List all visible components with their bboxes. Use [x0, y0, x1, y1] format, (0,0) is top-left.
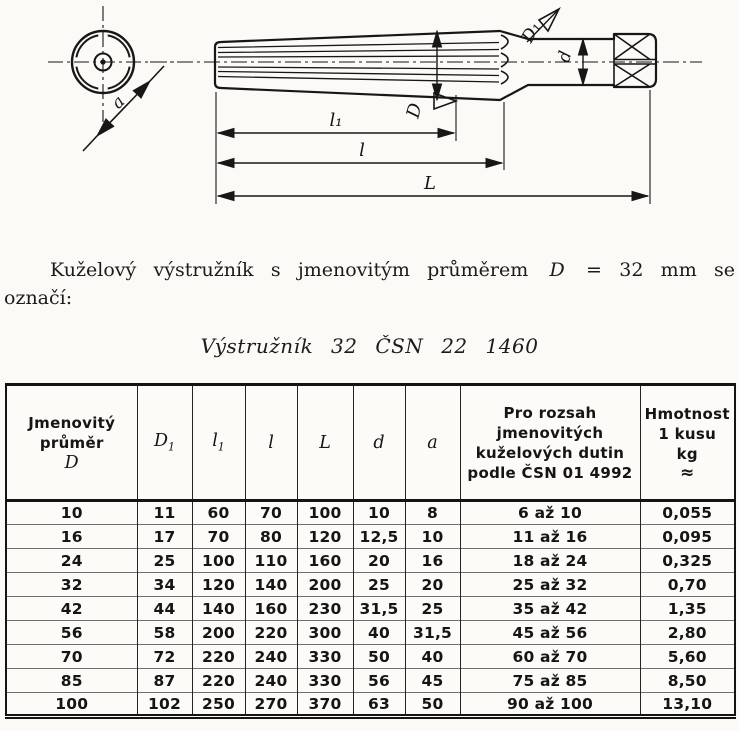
table-cell: 70 — [6, 645, 137, 669]
table-body — [6, 501, 735, 717]
table-cell: 330 — [297, 669, 353, 693]
table-cell: 11 až 16 — [460, 525, 640, 549]
col-header-a: a — [405, 385, 460, 501]
table-cell: 90 až 100 — [460, 693, 640, 717]
table-cell: 220 — [192, 669, 245, 693]
header-line: průměr — [39, 433, 104, 452]
table-cell: 75 až 85 — [460, 669, 640, 693]
table-cell: 2,80 — [640, 621, 735, 645]
col-header-l: l — [245, 385, 297, 501]
label-D1: D₁ — [517, 18, 546, 47]
table-cell: 40 — [405, 645, 460, 669]
table-cell: 70 — [192, 525, 245, 549]
table-cell: 42 — [6, 597, 137, 621]
table-cell: 140 — [245, 573, 297, 597]
header-line: kg — [676, 444, 698, 463]
table-row — [6, 573, 735, 597]
label-D: D — [402, 100, 427, 121]
table-cell: 34 — [137, 573, 192, 597]
table-cell: 25 — [405, 597, 460, 621]
table-cell: 20 — [405, 573, 460, 597]
col-header-L: L — [297, 385, 353, 501]
table-cell: 63 — [353, 693, 405, 717]
table-cell: 102 — [137, 693, 192, 717]
table-cell: 60 až 70 — [460, 645, 640, 669]
paragraph — [4, 256, 735, 340]
table-cell: 16 — [405, 549, 460, 573]
table-cell: 220 — [245, 621, 297, 645]
designation-line: Výstružník 32 ČSN 22 1460 — [200, 334, 539, 358]
table-cell: 50 — [353, 645, 405, 669]
table-cell: 0,325 — [640, 549, 735, 573]
header-line: Jmenovitý — [28, 413, 116, 432]
table-cell: 230 — [297, 597, 353, 621]
table-cell: 25 — [137, 549, 192, 573]
header-line: Hmotnost — [644, 404, 730, 423]
variable-D: D — [549, 259, 565, 281]
table-cell: 85 — [6, 669, 137, 693]
dimension-D1 — [517, 9, 559, 47]
table-cell: 330 — [297, 645, 353, 669]
col-header-D1: $D_1$ — [137, 385, 192, 501]
table-cell: 10 — [353, 501, 405, 525]
table-cell: 10 — [405, 525, 460, 549]
table-cell: 1,35 — [640, 597, 735, 621]
table-cell: 35 až 42 — [460, 597, 640, 621]
table-cell: 56 — [353, 669, 405, 693]
col-header-nominal-diameter — [6, 385, 137, 501]
table-cell: 0,70 — [640, 573, 735, 597]
table-row — [6, 693, 735, 717]
table-cell: 44 — [137, 597, 192, 621]
table-cell: 100 — [192, 549, 245, 573]
table-cell: 12,5 — [353, 525, 405, 549]
table-cell: 10 — [60, 504, 83, 522]
table-cell: 160 — [245, 597, 297, 621]
table-cell: 72 — [137, 645, 192, 669]
label-d: d — [554, 48, 577, 65]
table-row — [6, 501, 735, 525]
col-header-l1: $l_1$ — [192, 385, 245, 501]
table-cell: 240 — [245, 645, 297, 669]
table-cell: 160 — [297, 549, 353, 573]
table-cell: 45 — [405, 669, 460, 693]
table-cell: 8 — [405, 501, 460, 525]
table-cell: 16 — [6, 525, 137, 549]
dimension-l — [218, 140, 502, 163]
table-cell: 200 — [192, 621, 245, 645]
table-cell: 120 — [192, 573, 245, 597]
table-cell: 11 — [137, 501, 192, 525]
table-cell: 8,50 — [640, 669, 735, 693]
header-line: jmenovitých — [496, 423, 604, 442]
table-cell: 13,10 — [640, 693, 735, 717]
table-cell: 24 — [6, 549, 137, 573]
square-end — [614, 34, 656, 87]
table-cell: 0,055 — [640, 501, 735, 525]
col-header-d: d — [353, 385, 405, 501]
dimension-L — [218, 173, 648, 196]
table-cell: 58 — [137, 621, 192, 645]
table-cell: 200 — [297, 573, 353, 597]
table-cell: 32 — [6, 573, 137, 597]
header-line: 1 kusu — [658, 424, 717, 443]
table-row — [6, 597, 735, 621]
table-cell: 220 — [192, 645, 245, 669]
table-cell: 20 — [353, 549, 405, 573]
table-cell: 25 — [353, 573, 405, 597]
table-cell: 140 — [192, 597, 245, 621]
table-cell: 18 až 24 — [460, 549, 640, 573]
table-cell: 87 — [137, 669, 192, 693]
table-cell: 300 — [297, 621, 353, 645]
label-l: l — [359, 140, 365, 161]
table-cell: 25 až 32 — [460, 573, 640, 597]
table-cell: 100 — [6, 693, 137, 717]
header-line: kuželových dutin — [475, 443, 625, 462]
table-cell: 100 — [297, 501, 353, 525]
label-a: a — [107, 91, 130, 114]
label-l1: l₁ — [329, 110, 343, 131]
table-cell: 120 — [297, 525, 353, 549]
table-cell: 70 — [245, 501, 297, 525]
table-header-row — [6, 385, 735, 501]
col-header-mass — [640, 385, 735, 501]
side-view — [150, 9, 702, 204]
table-cell: 250 — [192, 693, 245, 717]
approx-symbol: ≈ — [679, 462, 695, 483]
header-line: podle ČSN 01 4992 — [467, 463, 633, 482]
table-cell: 5,60 — [640, 645, 735, 669]
end-view — [48, 6, 200, 151]
table-cell: 40 — [353, 621, 405, 645]
header-line: D — [64, 452, 79, 473]
table-cell: 60 — [192, 501, 245, 525]
table-cell: 17 — [137, 525, 192, 549]
table-row — [6, 645, 735, 669]
table-cell: 240 — [245, 669, 297, 693]
table-cell: 270 — [245, 693, 297, 717]
table-row — [6, 525, 735, 549]
table-cell: 56 — [6, 621, 137, 645]
table-cell: 370 — [297, 693, 353, 717]
table-cell: 110 — [245, 549, 297, 573]
header-line: Pro rozsah — [503, 403, 597, 422]
col-header-range — [460, 385, 640, 501]
paragraph-text-1: Kuželový výstružník s jmenovitým průměrem — [50, 259, 529, 281]
table-cell: 6 až 10 — [460, 501, 640, 525]
label-L: L — [424, 173, 436, 194]
table-cell: 50 — [405, 693, 460, 717]
reamer-dimensions-table — [5, 383, 736, 719]
reamer-technical-drawing — [0, 0, 739, 250]
table-cell: 31,5 — [353, 597, 405, 621]
paragraph-text-2: = 32 mm se označí: — [4, 259, 735, 309]
table-row — [6, 621, 735, 645]
table-row — [6, 669, 735, 693]
table-row — [6, 549, 735, 573]
table-cell: 80 — [245, 525, 297, 549]
table-cell: 31,5 — [405, 621, 460, 645]
table-cell: 0,095 — [640, 525, 735, 549]
table-cell: 45 až 56 — [460, 621, 640, 645]
